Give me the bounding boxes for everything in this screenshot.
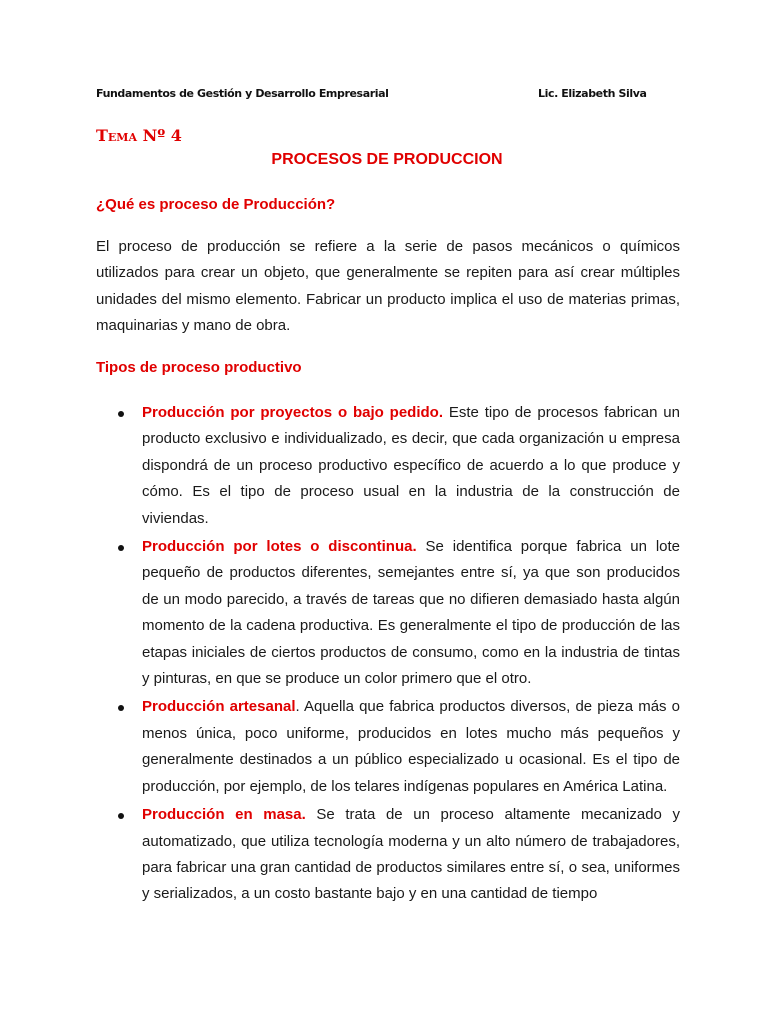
bullet-icon bbox=[118, 705, 124, 711]
header-author: Lic. Elizabeth Silva bbox=[538, 87, 647, 100]
type-term: Producción por proyectos o bajo pedido. bbox=[142, 404, 444, 421]
type-term: Producción en masa. bbox=[142, 806, 306, 824]
bullet-icon bbox=[118, 813, 124, 819]
bullet-icon bbox=[118, 545, 124, 551]
section-question: ¿Qué es proceso de Producción? bbox=[96, 196, 336, 213]
type-description: Se identifica porque fabrica un lote pequeño de productos diferentes, semejantes entre sí, ya que son producidos de un modo parecido, a través de tareas que no difieren demasiado hasta algún momento de la cadena productiva. Es generalmente el tipo de producción de las etapas iniciales de ciertos productos de consumo, como en la industria de tintas y pinturas, en que se produce un color primero que el otro. bbox=[142, 538, 680, 688]
section-heading-types: Tipos de proceso productivo bbox=[96, 359, 302, 376]
type-description: . Aquella que fabrica productos diversos, de pieza más o menos única, poco uniforme, producidos en lotes mucho más pequeños y generalmente destinados a un público especializado u ocasional. Es el tipo de producción, por ejemplo, de los telares indígenas populares en América Latina. bbox=[142, 698, 680, 795]
type-term: Producción artesanal bbox=[142, 698, 296, 716]
list-item bbox=[142, 400, 680, 532]
bullet-icon bbox=[118, 411, 124, 417]
topic-label: Tema Nº 4 bbox=[96, 126, 182, 145]
type-description: Este tipo de procesos fabrican un producto exclusivo e individualizado, es decir, que cada organización u empresa dispondrá de un proceso productivo específico de acuerdo a lo que produce y cómo. Es el tipo de proceso usual en la industria de la construcción de viviendas. bbox=[142, 404, 680, 527]
list-item bbox=[142, 694, 680, 800]
intro-paragraph: El proceso de producción se refiere a la serie de pasos mecánicos o químicos utilizados para crear un objeto, que generalmente se repiten para así crear múltiples unidades del mismo elemento. Fabricar un producto implica el uso de materias primas, maquinarias y mano de obra. bbox=[96, 238, 680, 335]
list-item bbox=[142, 802, 680, 908]
types-list bbox=[142, 400, 680, 910]
list-item bbox=[142, 534, 680, 692]
type-description: Se trata de un proceso altamente mecanizado y automatizado, que utiliza tecnología moderna y un alto número de trabajadores, para fabricar una gran cantidad de productos similares entre sí, o sea, uniformes y serializados, a un costo bastante bajo y en una cantidad de tiempo bbox=[142, 806, 680, 903]
header-course: Fundamentos de Gestión y Desarrollo Empresarial bbox=[96, 87, 389, 100]
type-term: Producción por lotes o discontinua. bbox=[142, 538, 417, 556]
page-title: PROCESOS DE PRODUCCION bbox=[271, 151, 503, 168]
